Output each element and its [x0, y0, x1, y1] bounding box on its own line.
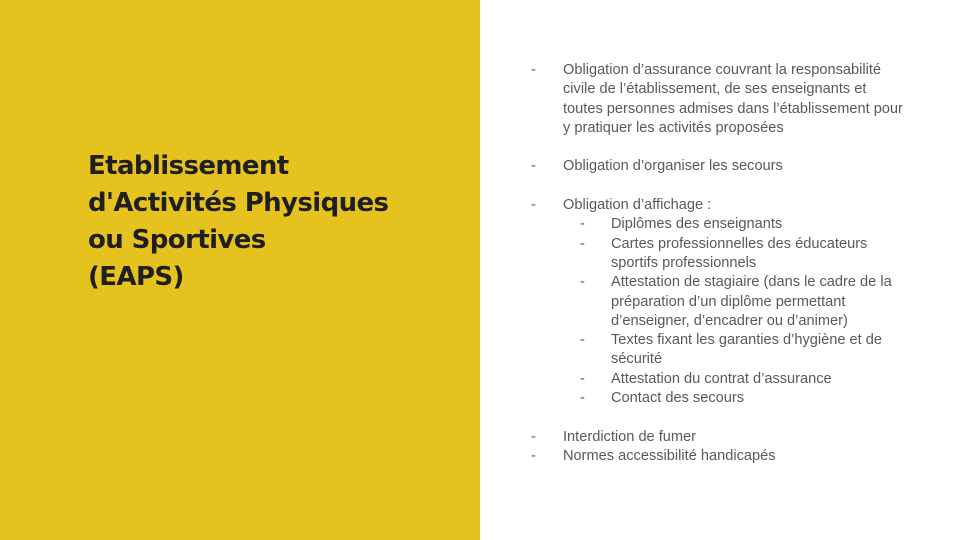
sub-item-line: Attestation du contrat d’assurance: [611, 370, 832, 387]
sub-item-line: préparation d’un diplôme permettant: [611, 293, 846, 310]
sub-item-texts: [528, 331, 938, 370]
bullet-dash: -: [531, 158, 536, 175]
slide-title: [88, 148, 468, 296]
item-line: civile de l’établissement, de ses enseignants et: [563, 81, 867, 98]
list-item-accessibility: [528, 447, 938, 466]
bullet-dash: -: [580, 332, 585, 349]
bullet-dash: -: [580, 235, 585, 252]
title-line: Etablissement: [88, 151, 289, 181]
sub-item-line: Attestation de stagiaire (dans le cadre de la: [611, 274, 892, 291]
spacer: [528, 138, 938, 157]
bullet-dash: -: [531, 197, 536, 214]
sub-item-rescue-contact: [528, 389, 938, 408]
title-line: ou Sportives: [88, 225, 266, 255]
list-item-no-smoking: [528, 428, 938, 447]
sub-item-diplomas: [528, 215, 938, 234]
title-line: d'Activités Physiques: [88, 188, 389, 218]
sub-item-line: Textes fixant les garanties d’hygiène et de: [611, 332, 882, 349]
sub-item-cards: [528, 235, 938, 274]
item-line: Obligation d’organiser les secours: [563, 158, 783, 175]
list-item-rescue: [528, 157, 938, 176]
content-list: [528, 61, 938, 466]
sub-item-line: sécurité: [611, 351, 663, 368]
spacer: [528, 408, 938, 427]
sub-item-line: Contact des secours: [611, 390, 745, 407]
sub-list: [528, 215, 938, 408]
item-line: y pratiquer les activités proposées: [563, 119, 784, 136]
item-line: Obligation d’affichage :: [563, 197, 712, 214]
item-line: Normes accessibilité handicapés: [563, 447, 776, 464]
item-line: toutes personnes admises dans l’établissement pour: [563, 100, 903, 117]
item-line: Obligation d’assurance couvrant la responsabilité: [563, 62, 882, 78]
spacer: [528, 177, 938, 196]
list-item-display: [528, 196, 938, 408]
sub-item-insurance-certificate: [528, 370, 938, 389]
sub-item-line: Cartes professionnelles des éducateurs: [611, 235, 868, 252]
sub-item-line: sportifs professionnels: [611, 254, 757, 271]
item-line: Interdiction de fumer: [563, 428, 697, 445]
bullet-dash: -: [580, 370, 585, 387]
list-item-insurance: [528, 61, 938, 138]
bullet-dash: -: [531, 62, 536, 78]
sub-item-trainee: [528, 273, 938, 331]
bullet-dash: -: [531, 447, 536, 464]
sub-item-line: Diplômes des enseignants: [611, 216, 783, 233]
bullet-dash: -: [580, 274, 585, 291]
bullet-dash: -: [580, 216, 585, 233]
bullet-dash: -: [531, 428, 536, 445]
title-line: (EAPS): [88, 262, 184, 292]
bullet-dash: -: [580, 390, 585, 407]
sub-item-line: d’enseigner, d’encadrer ou d’animer): [611, 312, 848, 329]
